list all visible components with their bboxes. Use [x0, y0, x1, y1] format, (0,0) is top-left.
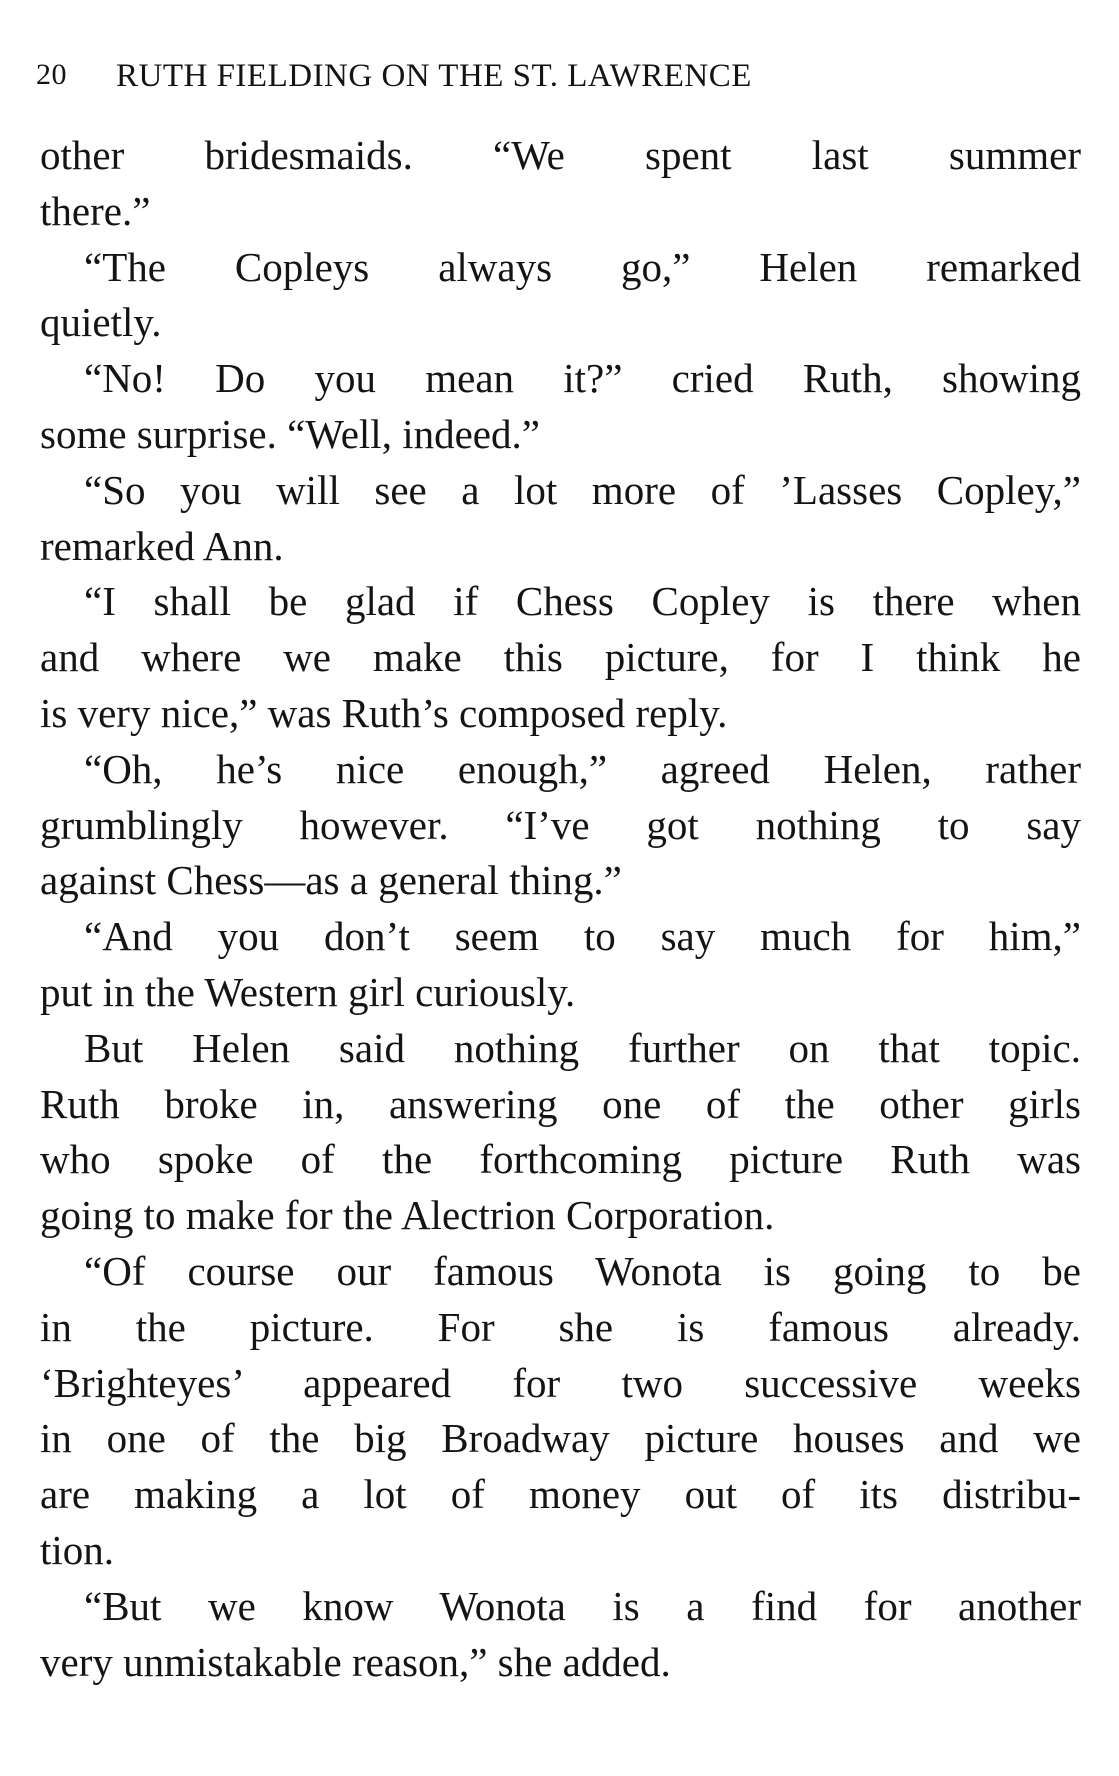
text-line: other bridesmaids. “We spent last summer: [40, 132, 1081, 178]
text-line: grumblingly however. “I’ve got nothing to say: [40, 801, 1081, 848]
body-text: [40, 128, 1081, 1690]
text-line: “I shall be glad if Chess Copley is there when: [84, 578, 1081, 625]
running-header: [36, 58, 936, 98]
text-line: against Chess—as a general thing.”: [40, 857, 622, 904]
text-line: some surprise. “Well, indeed.”: [40, 410, 540, 457]
text-line: who spoke of the forthcoming picture Ruth was: [40, 1136, 1081, 1183]
text-line: “No! Do you mean it?” cried Ruth, showing: [84, 355, 1081, 402]
text-line: Ruth broke in, answering one of the other girls: [40, 1080, 1081, 1127]
text-line: “The Copleys always go,” Helen remarked: [84, 243, 1081, 290]
text-line: “So you will see a lot more of ’Lasses Copley,”: [84, 466, 1081, 513]
text-line: remarked Ann.: [40, 522, 284, 569]
text-line: tion.: [40, 1526, 115, 1573]
text-line: “Oh, he’s nice enough,” agreed Helen, rather: [84, 745, 1081, 792]
text-line: are making a lot of money out of its distribu-: [40, 1471, 1081, 1518]
text-line: But Helen said nothing further on that topic.: [84, 1024, 1081, 1071]
page-number: 20: [36, 58, 67, 91]
text-line: put in the Western girl curiously.: [40, 968, 576, 1015]
text-line: “Of course our famous Wonota is going to be: [84, 1247, 1081, 1294]
text-line: in one of the big Broadway picture houses and we: [40, 1415, 1081, 1462]
text-line: and where we make this picture, for I think he: [40, 634, 1081, 681]
text-line: going to make for the Alectrion Corporation.: [40, 1192, 775, 1239]
running-title: RUTH FIELDING ON THE ST. LAWRENCE: [116, 58, 752, 94]
text-line: in the picture. For she is famous already.: [40, 1303, 1081, 1350]
text-line: is very nice,” was Ruth’s composed reply.: [40, 689, 728, 736]
text-line: “And you don’t seem to say much for him,”: [84, 913, 1081, 960]
text-line: quietly.: [40, 299, 162, 346]
text-line: there.”: [40, 187, 151, 234]
text-line: “But we know Wonota is a find for another: [84, 1582, 1081, 1629]
text-line: ‘Brighteyes’ appeared for two successive weeks: [40, 1359, 1081, 1406]
text-line: very unmistakable reason,” she added.: [40, 1638, 671, 1685]
